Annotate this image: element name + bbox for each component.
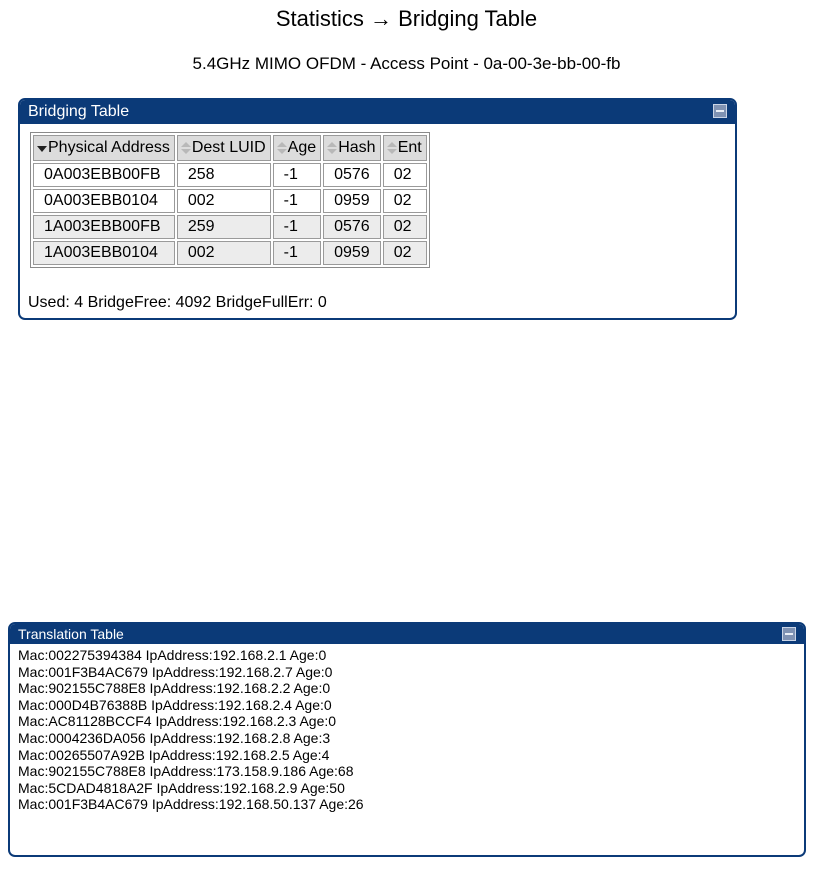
list-item: Mac:000D4B76388B IpAddress:192.168.2.4 Age:0 — [18, 696, 332, 713]
list-item: Mac:00265507A92B IpAddress:192.168.2.5 Age:4 — [18, 746, 330, 763]
table-cell: 0959 — [323, 241, 381, 265]
table-cell: 0A003EBB00FB — [33, 163, 175, 187]
table-cell: 259 — [177, 215, 271, 239]
bridging-table-header — [20, 100, 735, 124]
list-item: Mac:0004236DA056 IpAddress:192.168.2.8 Age:3 — [18, 729, 331, 746]
table-cell: 0A003EBB0104 — [33, 189, 175, 213]
bridging-table-title: Bridging Table — [28, 103, 130, 120]
column-header-physical-address[interactable]: Physical Address — [33, 135, 175, 161]
table-cell: 02 — [383, 215, 427, 239]
translation-table-header — [10, 624, 804, 644]
table-cell: -1 — [273, 163, 321, 187]
translation-table-panel — [8, 622, 806, 857]
table-cell: -1 — [273, 241, 321, 265]
translation-table-title: Translation Table — [18, 626, 124, 642]
table-row — [33, 215, 427, 239]
page-title: Statistics → Bridging Table — [275, 6, 538, 31]
sort-desc-icon — [36, 142, 47, 154]
list-item: Mac:AC81128BCCF4 IpAddress:192.168.2.3 Age:0 — [18, 713, 337, 730]
table-cell: 1A003EBB0104 — [33, 241, 175, 265]
bridging-table — [30, 132, 430, 268]
minimize-icon[interactable] — [782, 627, 796, 641]
table-cell: -1 — [273, 189, 321, 213]
table-cell: 0959 — [323, 189, 381, 213]
column-header-ent[interactable]: Ent — [383, 135, 427, 161]
page-subtitle: 5.4GHz MIMO OFDM - Access Point - 0a-00-3e-bb-00-fb — [192, 54, 621, 73]
bridging-table-panel — [18, 98, 737, 320]
translation-list — [10, 644, 804, 813]
sort-neutral-icon — [180, 142, 191, 154]
sort-neutral-icon — [326, 142, 337, 154]
table-row — [33, 241, 427, 265]
column-header-hash[interactable]: Hash — [323, 135, 381, 161]
table-cell: 0576 — [323, 163, 381, 187]
list-item: Mac:902155C788E8 IpAddress:192.168.2.2 Age:0 — [18, 680, 331, 697]
column-header-age[interactable]: Age — [273, 135, 321, 161]
table-cell: 02 — [383, 189, 427, 213]
list-item: Mac:001F3B4AC679 IpAddress:192.168.2.7 Age:0 — [18, 663, 333, 680]
table-row — [33, 163, 427, 187]
list-item: Mac:5CDAD4818A2F IpAddress:192.168.2.9 Age:50 — [18, 779, 345, 796]
sort-neutral-icon — [386, 142, 397, 154]
column-header-dest-luid[interactable]: Dest LUID — [177, 135, 271, 161]
list-item: Mac:002275394384 IpAddress:192.168.2.1 Age:0 — [18, 647, 327, 663]
table-row — [33, 189, 427, 213]
table-cell: 258 — [177, 163, 271, 187]
table-cell: 0576 — [323, 215, 381, 239]
list-item: Mac:001F3B4AC679 IpAddress:192.168.50.137 Age:26 — [18, 796, 364, 813]
minimize-icon[interactable] — [713, 104, 727, 118]
table-header-row — [33, 135, 427, 161]
list-item: Mac:902155C788E8 IpAddress:173.158.9.186 Age:68 — [18, 763, 354, 780]
table-cell: 1A003EBB00FB — [33, 215, 175, 239]
sort-neutral-icon — [276, 142, 287, 154]
table-cell: 02 — [383, 163, 427, 187]
table-cell: 002 — [177, 189, 271, 213]
table-cell: 002 — [177, 241, 271, 265]
table-cell: -1 — [273, 215, 321, 239]
table-cell: 02 — [383, 241, 427, 265]
bridging-table-summary: Used: 4 BridgeFree: 4092 BridgeFullErr: 0 — [28, 294, 327, 311]
